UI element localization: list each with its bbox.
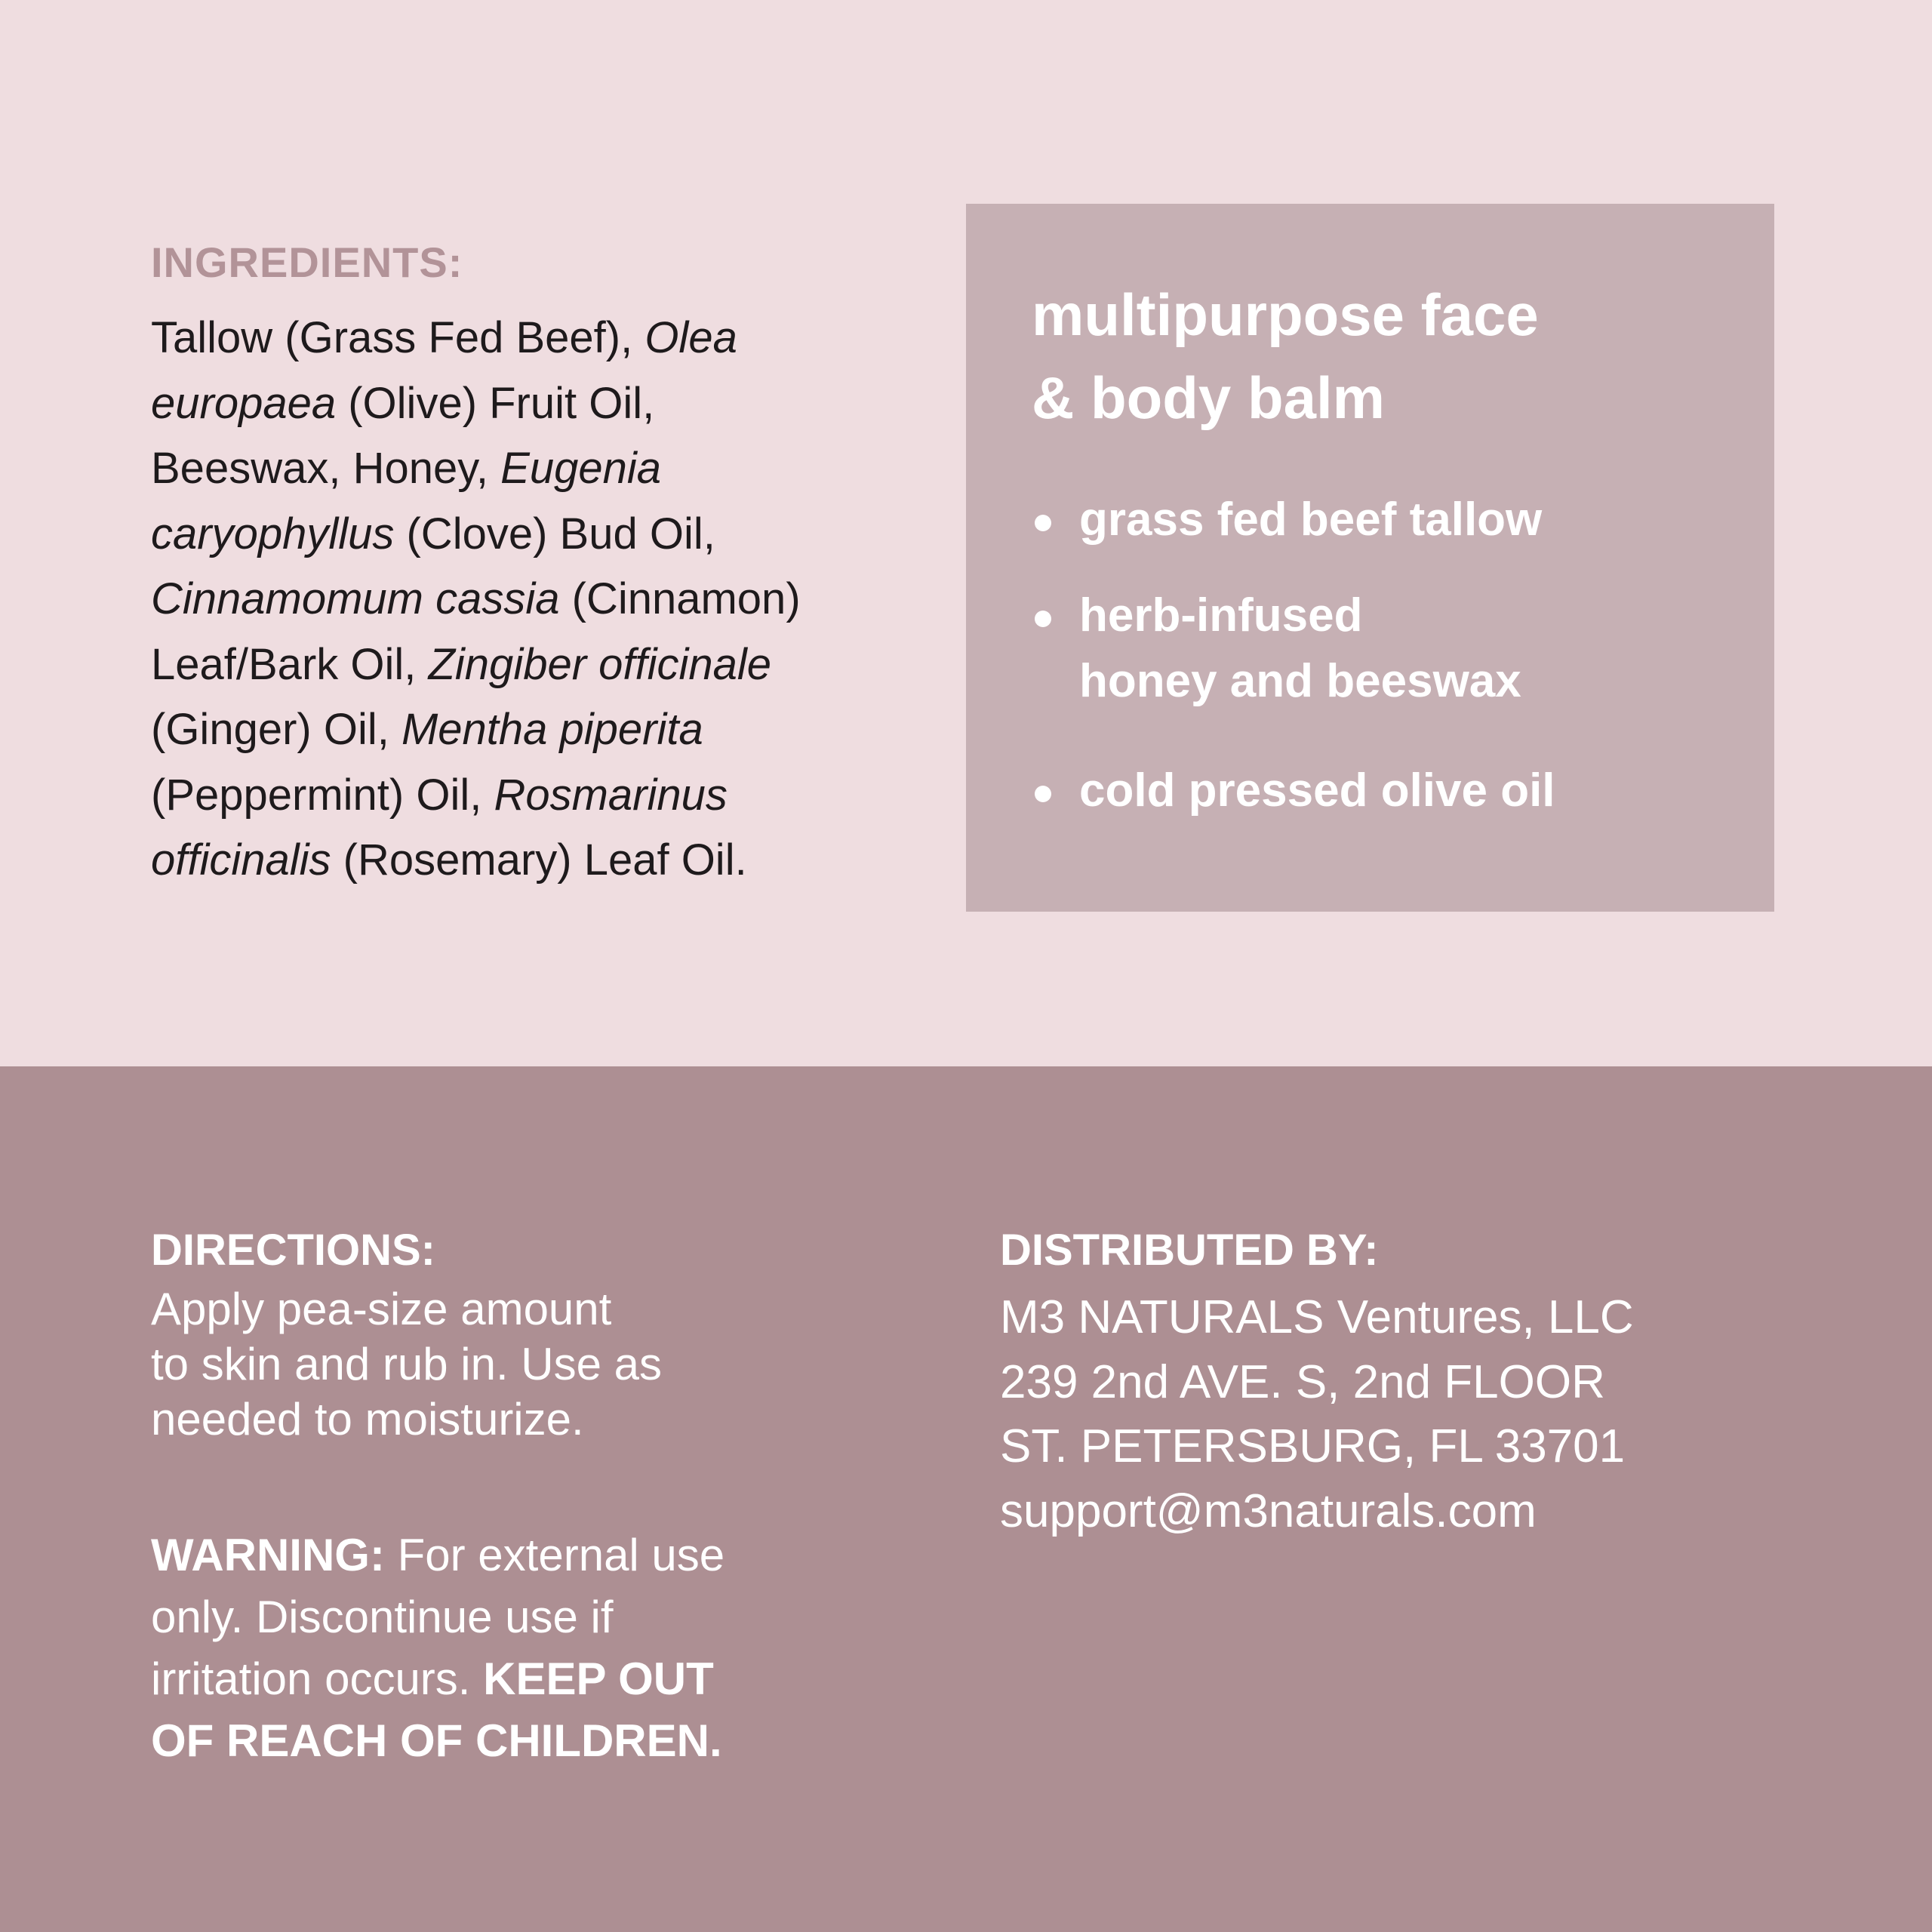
directions-line: Apply pea-size amount [151,1284,612,1334]
ingredient-line [151,567,906,632]
ingredient-text: Leaf/Bark Oil, [151,639,429,689]
ingredient-text: (Clove) Bud Oil, [394,509,715,558]
keep-out-text: KEEP OUT [483,1654,714,1704]
warning-text [151,1524,724,1772]
botanical-name: Zingiber officinale [428,639,772,689]
warning-line [151,1648,724,1710]
keep-out-text: OF REACH OF CHILDREN. [151,1715,722,1766]
ingredients-heading: INGREDIENTS: [151,238,463,286]
support-email: support@m3naturals.com [1000,1484,1537,1537]
botanical-name: Mentha piperita [401,705,703,754]
ingredient-text: Beeswax, Honey, [151,444,501,493]
warning-text-part: For external use [384,1530,725,1580]
company-name: M3 NATURALS Ventures, LLC [1000,1291,1634,1343]
ingredient-line [151,697,906,763]
product-title [1032,273,1756,439]
feature-item [1032,758,1555,823]
ingredient-text: (Rosemary) Leaf Oil. [331,835,747,884]
botanical-name: Cinnamomum cassia [151,574,560,623]
warning-line [151,1710,724,1772]
warning-text-part: irritation occurs. [151,1654,484,1704]
ingredient-text: (Olive) Fruit Oil, [336,378,655,428]
botanical-name: Eugenia [500,444,662,493]
product-title-line: multipurpose face [1032,281,1539,348]
botanical-name: officinalis [151,835,331,884]
distributor-heading: DISTRIBUTED BY: [1000,1226,1379,1275]
product-panel [966,204,1774,912]
ingredient-line [151,763,906,829]
address-line: 239 2nd AVE. S, 2nd FLOOR [1000,1355,1605,1408]
botanical-name: caryophyllus [151,509,395,558]
directions-heading: DIRECTIONS: [151,1226,435,1275]
distributor-info [1000,1285,1634,1543]
address-line: ST. PETERSBURG, FL 33701 [1000,1420,1626,1472]
bullet-dot-icon [1035,611,1051,627]
product-title-line: & body balm [1032,365,1386,431]
ingredients-list [151,306,906,894]
ingredient-text: (Ginger) Oil, [151,705,401,754]
ingredient-line [151,632,906,698]
ingredient-line [151,371,906,437]
bottom-section [0,1066,1932,1932]
ingredient-line [151,502,906,568]
feature-text: cold pressed olive oil [1079,764,1555,817]
directions-line: to skin and rub in. Use as [151,1339,663,1389]
botanical-name: Rosmarinus [494,770,728,820]
feature-text: grass fed beef tallow [1079,494,1543,546]
botanical-name: europaea [151,378,337,428]
warning-label: WARNING: [151,1530,385,1580]
ingredient-line [151,306,906,371]
warning-line: only. Discontinue use if [151,1592,614,1642]
feature-text: honey and beeswax [1079,655,1521,707]
ingredient-line [151,436,906,502]
ingredient-text: (Cinnamon) [559,574,801,623]
botanical-name: Olea [645,313,737,362]
feature-item [1032,487,1555,552]
directions-line: needed to moisturize. [151,1394,584,1444]
ingredient-text: Tallow (Grass Fed Beef), [151,313,645,362]
feature-item [1032,583,1555,714]
directions-text [151,1281,662,1447]
ingredient-line [151,828,906,894]
ingredient-text: (Peppermint) Oil, [151,770,494,820]
warning-line [151,1524,724,1586]
bullet-dot-icon [1035,515,1051,531]
feature-text: herb-infused [1079,589,1363,641]
feature-list [1032,487,1555,823]
bullet-dot-icon [1035,786,1051,802]
